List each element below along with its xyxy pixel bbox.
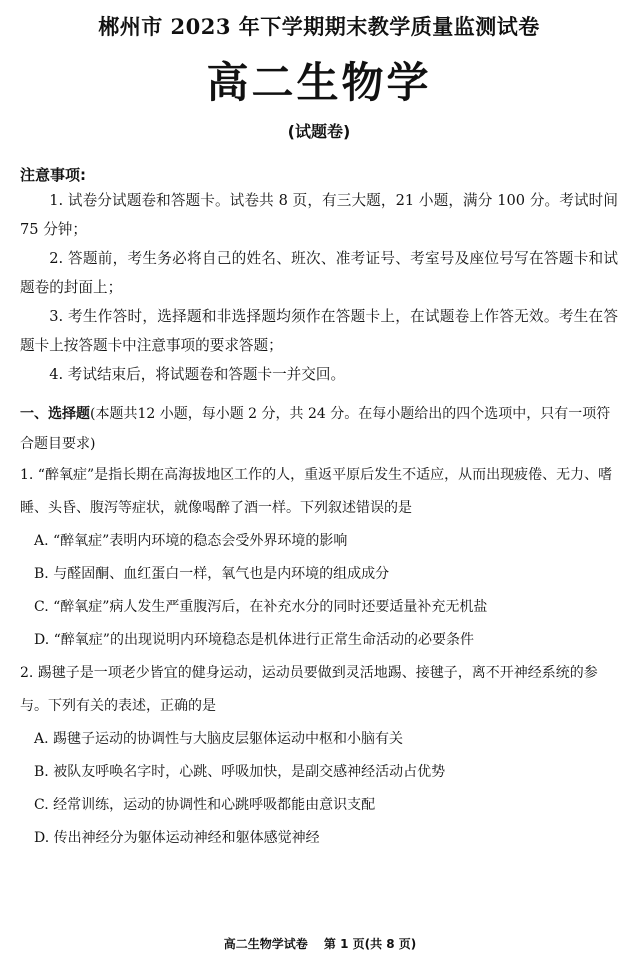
- notice-list: [20, 186, 618, 389]
- question-1: [20, 459, 618, 657]
- question-2: [20, 657, 618, 855]
- option-a: A. 踢毽子运动的协调性与大脑皮层躯体运动中枢和小脑有关: [34, 731, 404, 747]
- subject-title: 高二生物学: [206, 58, 432, 107]
- page-footer: [0, 935, 640, 952]
- notice-item: 3. 考生作答时，选择题和非选择题均须作在答题卡上，在试题卷上作答无效。考生在答题卡上按答题卡中注意事项的要求答题；: [20, 308, 618, 354]
- paper-type: (试题卷): [287, 122, 351, 141]
- option-d: D. 传出神经分为躯体运动神经和躯体感觉神经: [34, 830, 320, 846]
- question-stem: 2. 踢毽子是一项老少皆宜的健身运动，运动员要做到灵活地踢、接毽子，离不开神经系统的参与。下列有关的表述，正确的是: [20, 665, 598, 714]
- option-a: A. “醉氧症”表明内环境的稳态会受外界环境的影响: [34, 533, 348, 549]
- footer-page-number: 第 1 页(共 8 页): [323, 937, 417, 951]
- notice-heading: 注意事项:: [20, 166, 86, 184]
- notice-item: 4. 考试结束后，将试题卷和答题卡一并交回。: [49, 366, 346, 383]
- option-c: C. 经常训练，运动的协调性和心跳呼吸都能由意识支配: [34, 797, 376, 813]
- option-b: B. 被队友呼唤名字时，心跳、呼吸加快，是副交感神经活动占优势: [34, 764, 446, 780]
- footer-title: 高二生物学试卷: [223, 937, 308, 951]
- option-b: B. 与醛固酮、血红蛋白一样，氧气也是内环境的组成成分: [34, 566, 390, 582]
- section-label: 一、选择题: [20, 406, 90, 422]
- option-c: C. “醉氧症”病人发生严重腹泻后，在补充水分的同时还要适量补充无机盐: [34, 599, 488, 615]
- section-heading: [20, 399, 618, 459]
- option-d: D. “醉氧症”的出现说明内环境稳态是机体进行正常生命活动的必要条件: [34, 632, 474, 648]
- notice-item: 1. 试卷分试题卷和答题卡。试卷共 8 页，有三大题，21 小题，满分 100 分。考试时间 75 分钟；: [20, 192, 618, 238]
- exam-page: [0, 12, 640, 962]
- notice-item: 2. 答题前，考生务必将自己的姓名、班次、准考证号、考室号及座位号写在答题卡和试题卷的封面上；: [20, 250, 618, 296]
- exam-title: 郴州市 2023 年下学期期末教学质量监测试卷: [98, 14, 540, 39]
- section-instruction: (本题共12 小题，每小题 2 分，共 24 分。在每小题给出的四个选项中，只有一项符合题目要求): [20, 406, 611, 452]
- question-stem: 1. “醉氧症”是指长期在高海拔地区工作的人，重返平原后发生不适应，从而出现疲倦、无力、嗜睡、头昏、腹泻等症状，就像喝醉了酒一样。下列叙述错误的是: [20, 467, 613, 516]
